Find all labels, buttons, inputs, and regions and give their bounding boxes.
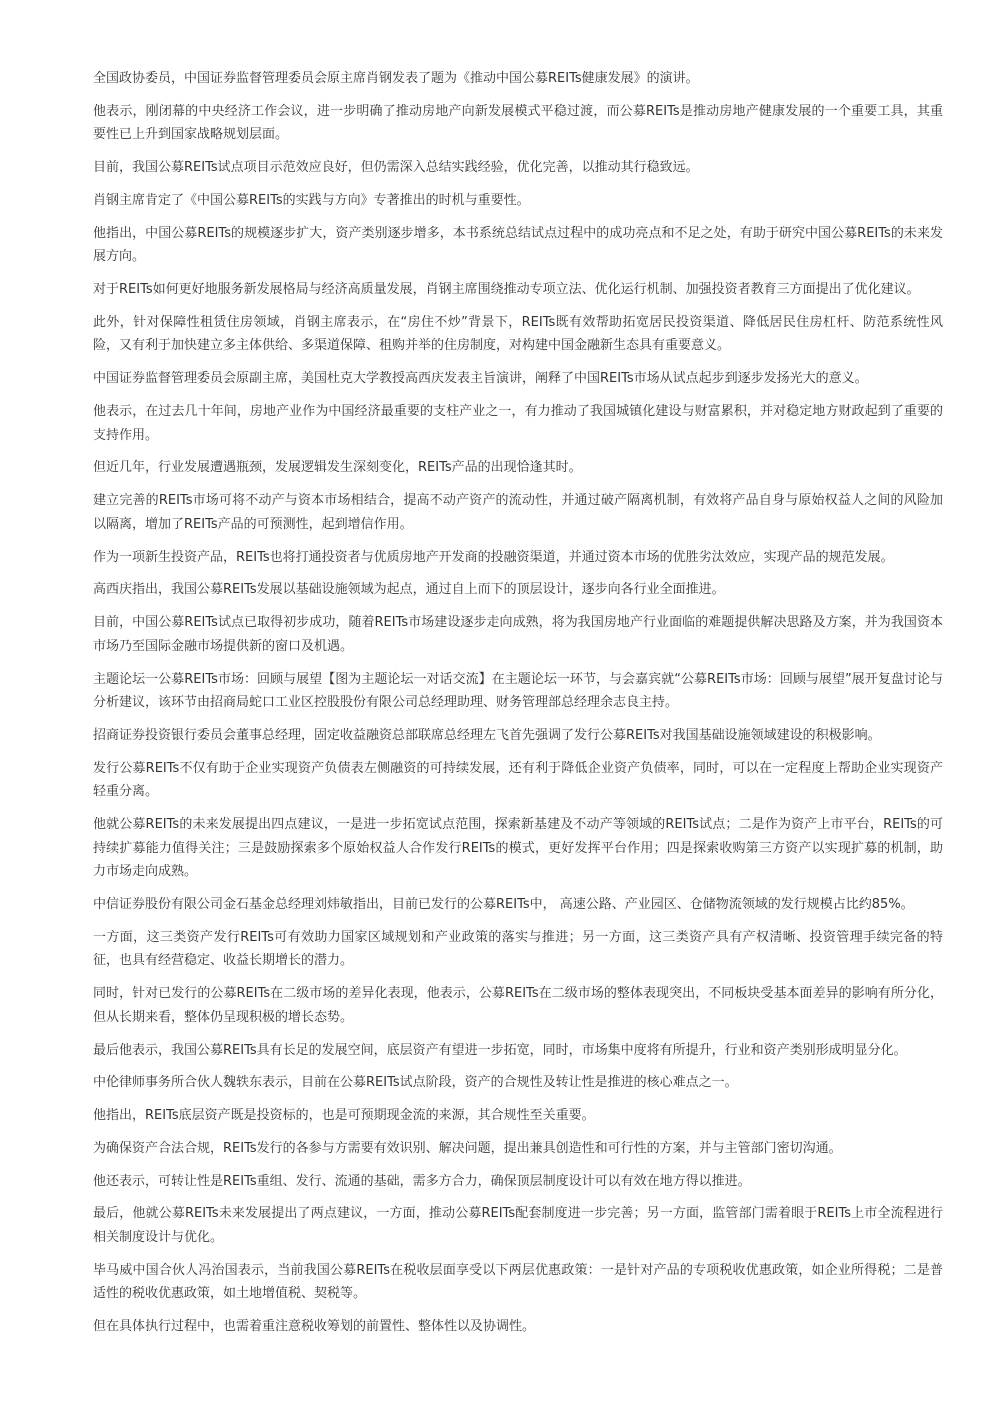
- paragraph: 他表示，在过去几十年间，房地产业作为中国经济最重要的支柱产业之一，有力推动了我国城镇化建设与财富累积，并对稳定地方财政起到了重要的支持作用。: [93, 404, 943, 443]
- paragraph: 主题论坛一公募REITs市场：回顾与展望【图为主题论坛一对话交流】在主题论坛一环节，与会嘉宾就“公募REITs市场：回顾与展望”展开复盘讨论与分析建议，该环节由招商局蛇口工业区控股股份有限公司总经理助理、财务管理部总经理余志良主持。: [93, 671, 943, 711]
- paragraph: 肖钢主席肯定了《中国公募REITs的实践与方向》专著推出的时机与重要性。: [93, 192, 530, 208]
- paragraph: 最后，他就公募REITs未来发展提出了两点建议，一方面，推动公募REITs配套制度进一步完善；另一方面，监管部门需着眼于REITs上市全流程进行相关制度设计与优化。: [93, 1206, 943, 1246]
- paragraph: 中国证券监督管理委员会原副主席，美国杜克大学教授高西庆发表主旨演讲，阐释了中国REITs市场从试点起步到逐步发扬光大的意义。: [93, 371, 868, 387]
- paragraph: 同时，针对已发行的公募REITs在二级市场的差异化表现，他表示，公募REITs在二级市场的整体表现突出，不同板块受基本面差异的影响有所分化，但从长期来看，整体仍呈现积极的增长态势。: [93, 986, 943, 1025]
- paragraph: 但在具体执行过程中，也需着重注意税收筹划的前置性、整体性以及协调性。: [93, 1319, 536, 1335]
- paragraph: 目前，我国公募REITs试点项目示范效应良好，但仍需深入总结实践经验，优化完善，以推动其行稳致远。: [93, 160, 699, 176]
- paragraph: 中伦律师事务所合伙人魏轶东表示，目前在公募REITs试点阶段，资产的合规性及转让性是推进的核心难点之一。: [93, 1075, 738, 1091]
- paragraph: 他还表示，可转让性是REITs重组、发行、流通的基础，需多方合力，确保顶层制度设计可以有效在地方得以推进。: [93, 1173, 751, 1189]
- paragraph: 此外，针对保障性租赁住房领域，肖钢主席表示，在“房住不炒”背景下，REITs既有效帮助拓宽居民投资渠道、降低居民住房杠杆、防范系统性风险，又有利于加快建立多主体供给、多渠道保障、租购并举的住房制度，对构建中国金融新生态具有重要意义。: [93, 314, 943, 354]
- paragraph: 他指出，中国公募REITs的规模逐步扩大，资产类别逐步增多，本书系统总结试点过程中的成功亮点和不足之处，有助于研究中国公募REITs的未来发展方向。: [93, 225, 943, 265]
- paragraph: 他就公募REITs的未来发展提出四点建议，一是进一步拓宽试点范围，探索新基建及不动产等领域的REITs试点；二是作为资产上市平台，REITs的可持续扩募能力值得关注；三是鼓励探索多个原始权益人合作发行REITs的模式，更好发挥平台作用；四是探索收购第三方资产以实现扩募的机制，助力市场走向成熟。: [93, 817, 943, 880]
- paragraph: 对于REITs如何更好地服务新发展格局与经济高质量发展，肖钢主席围绕推动专项立法、优化运行机制、加强投资者教育三方面提出了优化建议。: [93, 282, 920, 298]
- paragraph: 他表示，刚闭幕的中央经济工作会议，进一步明确了推动房地产向新发展模式平稳过渡，而公募REITs是推动房地产健康发展的一个重要工具，其重要性已上升到国家战略规划层面。: [93, 103, 943, 143]
- paragraph: 目前，中国公募REITs试点已取得初步成功，随着REITs市场建设逐步走向成熟，将为我国房地产行业面临的难题提供解决思路及方案，并为我国资本市场乃至国际金融市场提供新的窗口及机遇。: [93, 615, 943, 654]
- paragraph: 中信证券股份有限公司金石基金总经理刘炜敏指出，目前已发行的公募REITs中， 高速公路、产业园区、仓储物流领域的发行规模占比约85%。: [93, 897, 914, 912]
- paragraph: 建立完善的REITs市场可将不动产与资本市场相结合，提高不动产资产的流动性，并通过破产隔离机制，有效将产品自身与原始权益人之间的风险加以隔离，增加了REITs产品的可预测性，起到增信作用。: [93, 493, 943, 532]
- paragraph: 一方面，这三类资产发行REITs可有效助力国家区域规划和产业政策的落实与推进；另一方面，这三类资产具有产权清晰、投资管理手续完备的特征，也具有经营稳定、收益长期增长的潜力。: [93, 929, 943, 969]
- paragraph: 高西庆指出，我国公募REITs发展以基础设施领域为起点，通过自上而下的顶层设计，逐步向各行业全面推进。: [93, 582, 725, 598]
- paragraph: 但近几年，行业发展遭遇瓶颈，发展逻辑发生深刻变化，REITs产品的出现恰逢其时。: [93, 460, 582, 476]
- paragraph: 为确保资产合法合规，REITs发行的各参与方需要有效识别、解决问题，提出兼具创造性和可行性的方案，并与主管部门密切沟通。: [93, 1140, 842, 1156]
- paragraph: 毕马威中国合伙人冯治国表示，当前我国公募REITs在税收层面享受以下两层优惠政策：一是针对产品的专项税收优惠政策，如企业所得税；二是普适性的税收优惠政策，如土地增值税、契税等。: [93, 1262, 943, 1302]
- paragraph: 他指出，REITs底层资产既是投资标的，也是可预期现金流的来源，其合规性至关重要。: [93, 1108, 595, 1124]
- paragraph: 发行公募REITs不仅有助于企业实现资产负债表左侧融资的可持续发展，还有利于降低企业资产负债率，同时，可以在一定程度上帮助企业实现资产轻重分离。: [93, 760, 943, 800]
- paragraph: 作为一项新生投资产品，REITs也将打通投资者与优质房地产开发商的投融资渠道，并通过资本市场的优胜劣汰效应，实现产品的规范发展。: [93, 549, 894, 565]
- paragraph: 全国政协委员，中国证券监督管理委员会原主席肖钢发表了题为《推动中国公募REITs健康发展》的演讲。: [93, 71, 699, 86]
- paragraph: 招商证券投资银行委员会董事总经理，固定收益融资总部联席总经理左飞首先强调了发行公募REITs对我国基础设施领域建设的积极影响。: [93, 727, 881, 743]
- document-body: [93, 67, 943, 1348]
- paragraph: 最后他表示，我国公募REITs具有长足的发展空间，底层资产有望进一步拓宽，同时，市场集中度将有所提升，行业和资产类别形成明显分化。: [93, 1042, 907, 1058]
